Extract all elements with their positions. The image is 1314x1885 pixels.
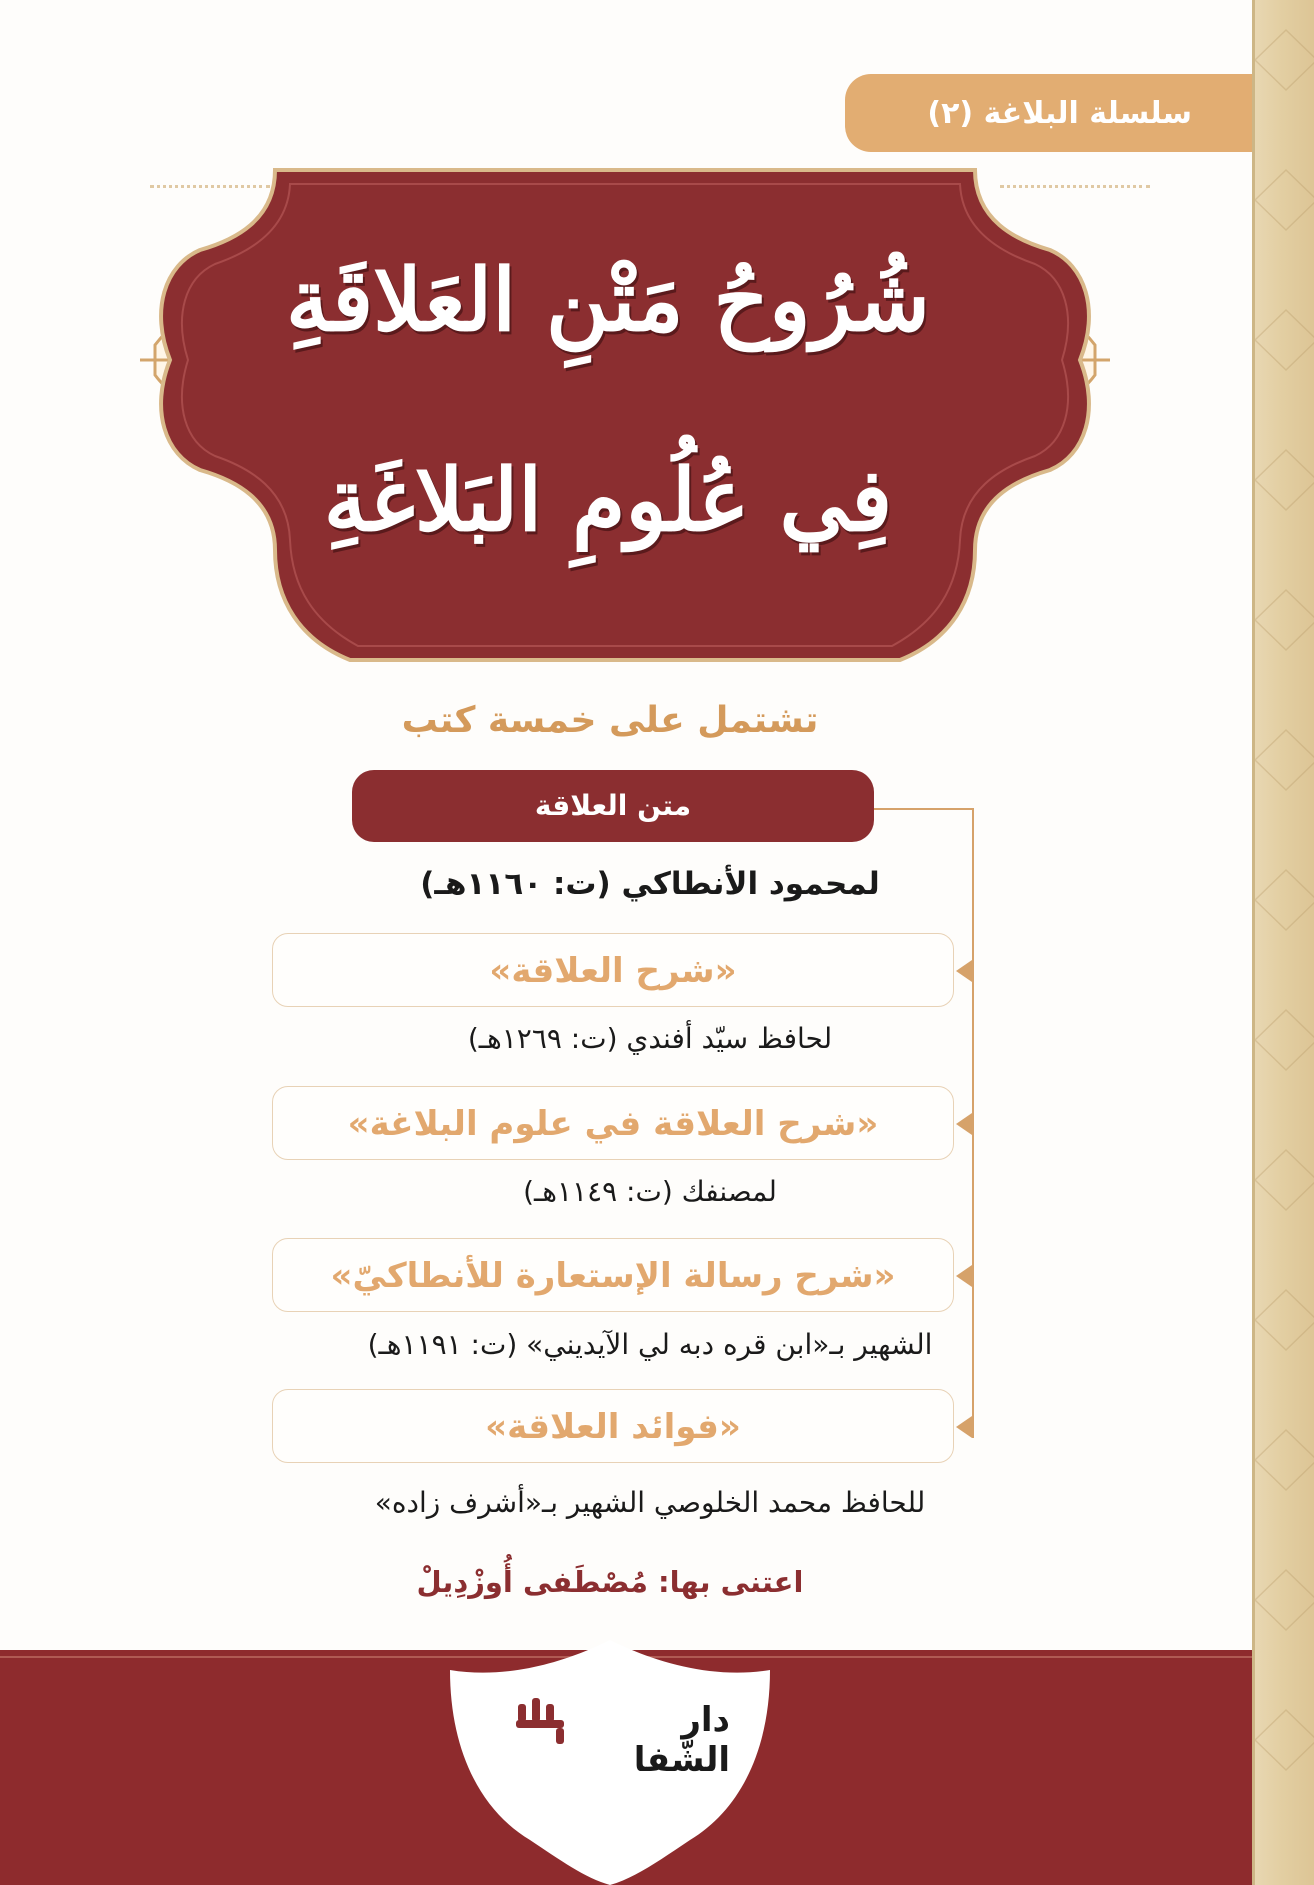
main-text-box: متن العلاقة <box>352 770 874 842</box>
editor-credit: اعتنى بها: مُصْطَفى أُوزْدِيلْ <box>416 1565 804 1599</box>
book-author-4: للحافظ محمد الخلوصي الشهير بـ«أشرف زاده» <box>374 1486 926 1519</box>
series-label: سلسلة البلاغة (٢) <box>845 74 1252 152</box>
book-author-1: لحافظ سيّد أفندي (ت: ١٢٦٩هـ) <box>467 1022 833 1055</box>
book-title-4: «فوائد العلاقة» <box>272 1389 954 1463</box>
book-title-1: «شرح العلاقة» <box>272 933 954 1007</box>
book-title-3: «شرح رسالة الإستعارة للأنطاكيّ» <box>272 1238 954 1312</box>
title-cartouche <box>70 160 1180 700</box>
book-spine <box>1252 0 1314 1885</box>
main-author: لمحمود الأنطاكي (ت: ١١٦٠هـ) <box>420 866 880 902</box>
publisher-name: دار الشّفا <box>633 1700 730 1780</box>
title-line-1: شُرُوحُ مَتْنِ العَلاقَةِ <box>285 250 931 351</box>
title-line-2: فِي عُلُومِ البَلاغَةِ <box>323 450 893 551</box>
spine-pattern-icon <box>1255 0 1314 1885</box>
arrow-icon <box>956 1265 972 1287</box>
subtitle: تشتمل على خمسة كتب <box>401 700 819 741</box>
arrow-icon <box>956 1113 972 1135</box>
arrow-icon <box>956 960 972 982</box>
connector-top <box>874 808 974 810</box>
arrow-icon <box>956 1416 972 1438</box>
book-author-2: لمصنفك (ت: ١١٤٩هـ) <box>523 1175 777 1208</box>
book-title-2: «شرح العلاقة في علوم البلاغة» <box>272 1086 954 1160</box>
publisher-logo-icon <box>512 1694 568 1750</box>
book-author-3: الشهير بـ«ابن قره دبه لي الآيديني» (ت: ١١٩١هـ) <box>367 1328 933 1361</box>
